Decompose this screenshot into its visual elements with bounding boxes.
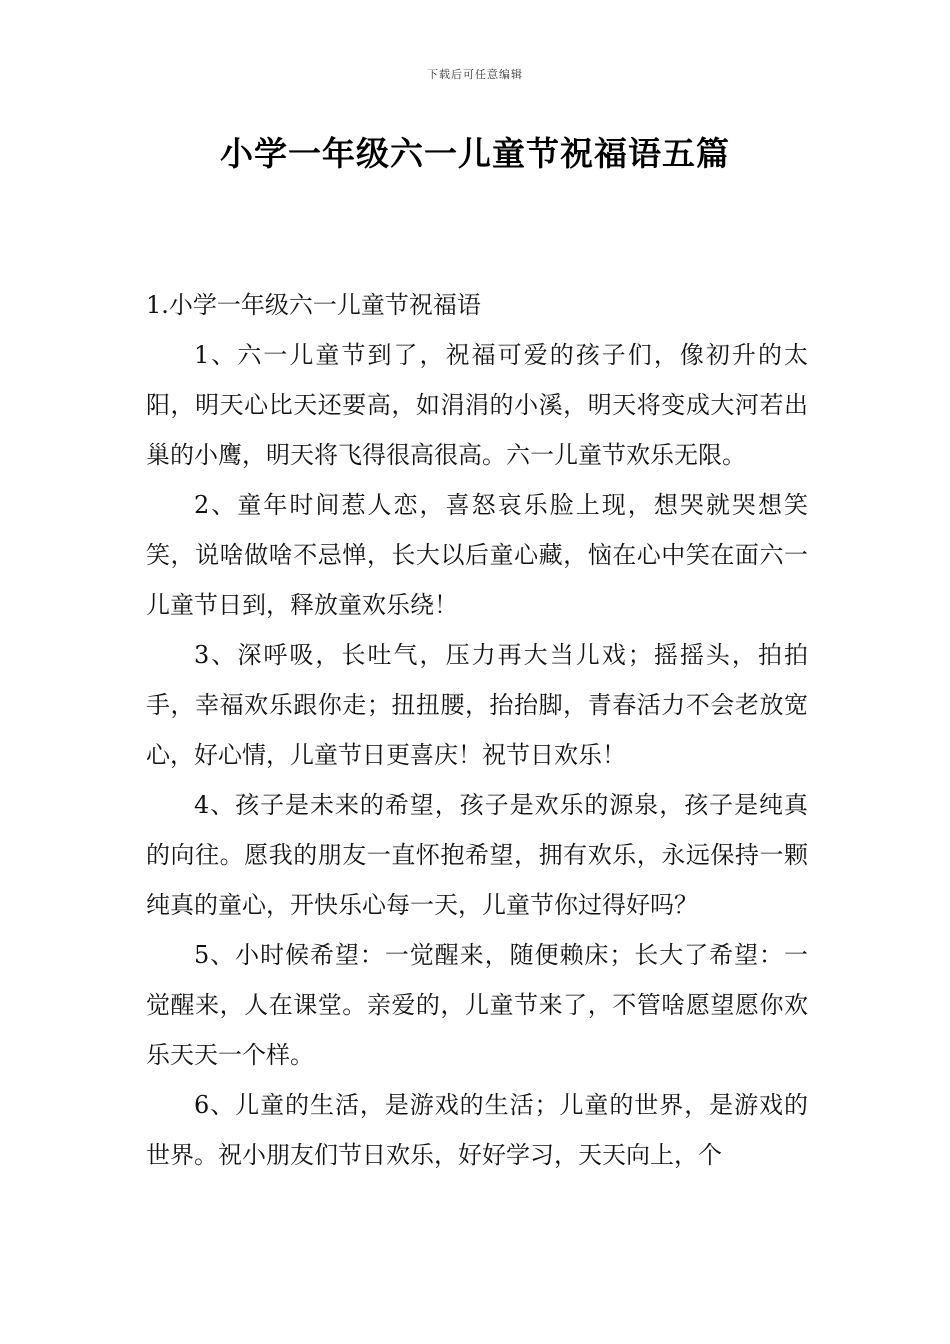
document-body [146,280,808,1180]
section-heading: 1.小学一年级六一儿童节祝福语 [146,291,481,319]
paragraph-4: 4、孩子是未来的希望，孩子是欢乐的源泉，孩子是纯真的向往。愿我的朋友一直怀抱希望，拥有欢乐，永远保持一颗纯真的童心，开快乐心每一天，儿童节你过得好吗？ [146,791,808,919]
paragraph-2: 2、童年时间惹人恋，喜怒哀乐脸上现，想哭就哭想笑笑，说啥做啥不忌惮，长大以后童心藏，恼在心中笑在面六一儿童节日到，释放童欢乐绕！ [146,491,808,619]
header-note: 下载后可任意编辑 [427,68,523,81]
paragraph-5: 5、小时候希望：一觉醒来，随便赖床；长大了希望：一觉醒来，人在课堂。亲爱的，儿童节来了，不管啥愿望愿你欢乐天天一个样。 [146,941,808,1069]
paragraph-1: 1、六一儿童节到了，祝福可爱的孩子们，像初升的太阳，明天心比天还要高，如涓涓的小溪，明天将变成大河若出巢的小鹰，明天将飞得很高很高。六一儿童节欢乐无限。 [146,341,808,469]
document-title: 小学一年级六一儿童节祝福语五篇 [220,134,730,173]
paragraph-3: 3、深呼吸，长吐气，压力再大当儿戏；摇摇头，拍拍手，幸福欢乐跟你走；扭扭腰，抬抬脚，青春活力不会老放宽心，好心情，儿童节日更喜庆！祝节日欢乐！ [146,641,808,769]
paragraph-6: 6、儿童的生活，是游戏的生活；儿童的世界，是游戏的世界。祝小朋友们节日欢乐，好好学习，天天向上，个 [146,1091,808,1169]
